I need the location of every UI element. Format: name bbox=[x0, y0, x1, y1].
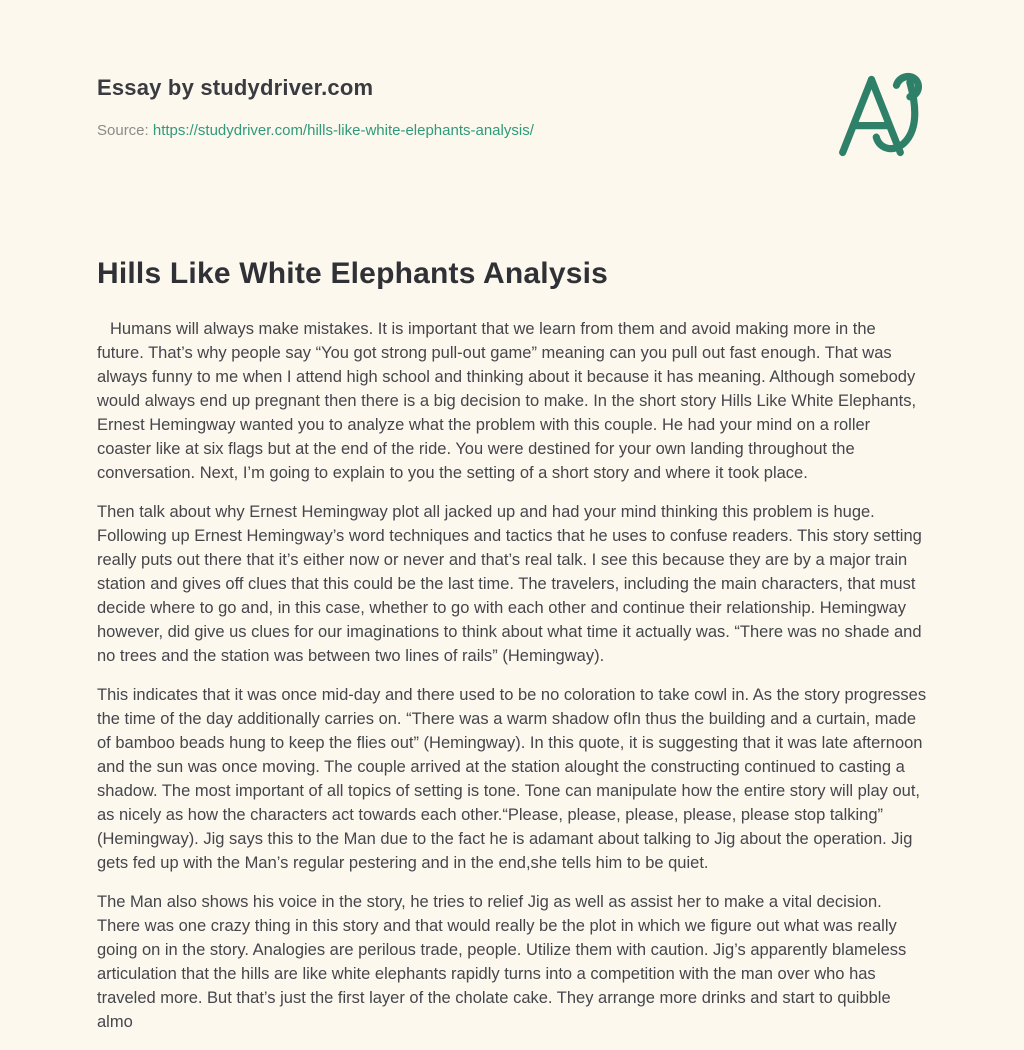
studydriver-logo-icon bbox=[829, 68, 937, 164]
article-paragraph: This indicates that it was once mid-day and there used to be no coloration to take cowl in. As the story progresses the time of the day additionally carries on. “There was a warm shadow ofIn thus the building and a curtain, made of bamboo beads hung to keep the flies out” (Hemingway). In this quote, it is suggesting that it was late afternoon and the sun was once moving. The couple arrived at the station alought the constructing continued to casting a shadow. The most important of all topics of setting is tone. Tone can manipulate how the entire story will play out, as nicely as how the characters act towards each other.“Please, please, please, please, please stop talking” (Hemingway). Jig says this to the Man due to the fact he is adamant about talking to Jig about the operation. Jig gets fed up with the Man’s regular pestering and in the end,she tells him to be quiet. bbox=[97, 686, 927, 872]
article-title: Hills Like White Elephants Analysis bbox=[97, 257, 609, 290]
page-header bbox=[97, 75, 927, 139]
source-url-link[interactable]: https://studydriver.com/hills-like-white-elephants-analysis/ bbox=[152, 122, 534, 139]
article-paragraph: Then talk about why Ernest Hemingway plot all jacked up and had your mind thinking this problem is huge. Following up Ernest Hemingway’s word techniques and tactics that he uses to confuse readers. This story setting really puts out there that it’s either now or never and that’s real talk. I see this because they are by a major train station and gives off clues that this could be the last time. The travelers, including the main characters, that must decide where to go and, in this case, whether to go with each other and continue their relationship. Hemingway however, did give us clues for our imaginations to think about what time it actually was. “There was no shade and no trees and the station was between two lines of rails” (Hemingway). bbox=[97, 503, 922, 665]
article-body bbox=[97, 317, 927, 1034]
source-label: Source: bbox=[97, 122, 149, 139]
byline: Essay by studydriver.com bbox=[97, 75, 374, 100]
article-paragraph: Humans will always make mistakes. It is important that we learn from them and avoid making more in the future. That’s why people say “You got strong pull-out game” meaning can you pull out fast enough. That was always funny to me when I attend high school and thinking about it because it has meaning. Although somebody would always end up pregnant then there is a big decision to make. In the short story Hills Like White Elephants, Ernest Hemingway wanted you to analyze what the problem with this couple. He had your mind on a roller coaster like at six flags but at the end of the ride. You were destined for your own landing throughout the conversation. Next, I’m going to explain to you the setting of a short story and where it took place. bbox=[97, 320, 917, 482]
article-paragraph: The Man also shows his voice in the story, he tries to relief Jig as well as assist her to make a vital decision. There was one crazy thing in this story and that would really be the plot in which we figure out what was really going on in the story. Analogies are perilous trade, people. Utilize them with caution. Jig’s apparently blameless articulation that the hills are like white elephants rapidly turns into a competition with the man over who has traveled more. But that’s just the first layer of the cholate cake. They arrange more drinks and start to quibble almo bbox=[97, 893, 907, 1031]
source-line bbox=[97, 122, 927, 139]
